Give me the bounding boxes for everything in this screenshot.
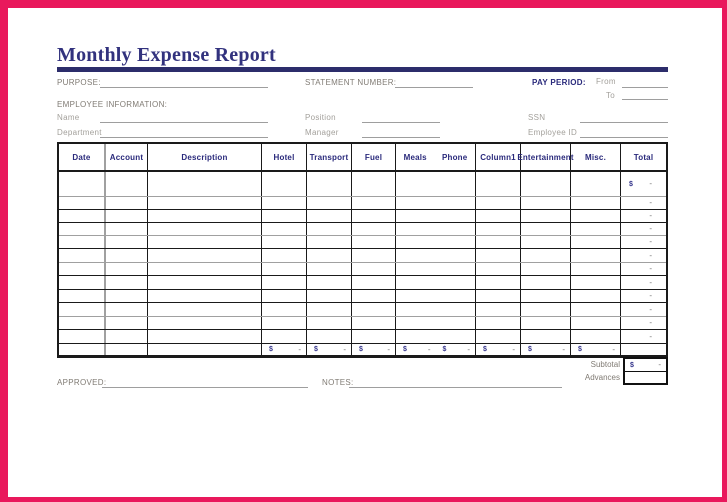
expense-row [59,276,666,290]
purpose-label: PURPOSE: [57,78,101,87]
expense-cell[interactable] [571,223,621,235]
title-underline-bar [57,67,668,72]
pay-period-label: PAY PERIOD: [532,78,586,87]
expense-cell[interactable] [307,249,352,262]
totals-cell[interactable] [59,344,106,355]
expense-cell[interactable] [521,317,571,329]
expense-cell[interactable] [148,210,262,222]
manager-field[interactable] [362,137,440,138]
expense-cell[interactable] [262,290,307,302]
total-cell[interactable]: - [649,318,652,327]
expense-cell[interactable] [396,210,476,222]
total-cell[interactable]: - [649,211,652,220]
ssn-field[interactable] [580,122,668,123]
expense-cell[interactable] [476,172,521,196]
expense-cell[interactable] [59,223,106,235]
employee-id-label: Employee ID [528,128,578,137]
expense-cell[interactable] [148,290,262,302]
pay-period-to-label: To [606,91,616,100]
expense-cell[interactable] [307,276,352,289]
expense-cell[interactable] [262,210,307,222]
summary-box [623,357,668,385]
expense-cell[interactable] [148,249,262,262]
pay-period-to-field[interactable] [622,99,668,100]
expense-cell[interactable] [262,330,307,343]
expense-cell[interactable] [521,263,571,275]
expense-row [59,303,666,317]
totals-cell[interactable]: $ - [352,344,396,355]
expense-cell[interactable] [307,197,352,209]
expense-cell[interactable] [571,172,621,196]
expense-cell[interactable] [476,210,521,222]
ssn-label: SSN [528,113,546,122]
totals-cell[interactable]: $ - $ - [396,344,476,355]
expense-cell[interactable] [307,263,352,275]
expense-cell[interactable] [396,303,476,316]
total-cell[interactable]: - [649,277,652,287]
expense-cell[interactable] [396,236,476,248]
expense-cell[interactable] [571,317,621,329]
expense-cell[interactable] [262,197,307,209]
expense-cell[interactable] [571,290,621,302]
manager-label: Manager [305,128,339,137]
expense-cell[interactable] [262,303,307,316]
column-header-mealsphone: Meals Phone [396,144,476,170]
name-field[interactable] [100,122,268,123]
expense-cell[interactable] [106,197,148,209]
column-header-fuel: Fuel [352,144,396,170]
expense-cell[interactable] [352,317,396,329]
expense-cell[interactable] [571,330,621,343]
expense-cell[interactable] [59,197,106,209]
total-cell[interactable]: - [649,331,652,341]
expense-cell[interactable] [396,249,476,262]
expense-cell[interactable] [307,290,352,302]
expense-cell[interactable] [396,197,476,209]
expense-cell[interactable] [352,197,396,209]
expense-cell[interactable] [352,210,396,222]
total-cell[interactable]: - [649,304,652,314]
expense-cell[interactable] [352,276,396,289]
expense-cell[interactable] [396,263,476,275]
totals-cell[interactable] [148,344,262,355]
approved-label: APPROVED: [57,378,107,387]
employee-id-field[interactable] [580,137,668,138]
total-cell[interactable]: - [649,224,652,233]
page-title: Monthly Expense Report [57,44,276,66]
expense-cell[interactable] [396,172,476,196]
subtotal-currency-symbol: $ [630,361,634,369]
totals-cell[interactable]: $ - [476,344,521,355]
total-cell[interactable]: - [649,264,652,273]
column-header-account: Account [106,144,148,170]
department-label: Department [57,128,102,137]
expense-cell[interactable] [396,330,476,343]
expense-cell[interactable] [521,236,571,248]
expense-cell[interactable] [521,290,571,302]
expense-cell[interactable] [352,290,396,302]
advances-value-cell[interactable] [625,371,666,383]
expense-cell[interactable] [352,263,396,275]
expense-cell[interactable] [106,317,148,329]
expense-cell[interactable] [396,276,476,289]
column-header-description: Description [148,144,262,170]
subtotal-label: Subtotal [590,360,620,369]
total-cell[interactable]: - [649,250,652,260]
column-header-entertainment: Entertainment [521,144,571,170]
expense-cell[interactable] [59,330,106,343]
subtotal-value-cell[interactable] [625,359,666,371]
expense-cell[interactable] [307,330,352,343]
expense-cell[interactable] [571,236,621,248]
totals-cell[interactable] [106,344,148,355]
expense-cell[interactable] [521,210,571,222]
pay-period-from-label: From [596,77,616,86]
expense-cell[interactable] [148,317,262,329]
expense-cell[interactable] [106,263,148,275]
total-cell[interactable]: - [649,291,652,300]
expense-cell[interactable] [262,263,307,275]
expense-cell[interactable] [106,290,148,302]
expense-cell[interactable] [59,210,106,222]
expense-cell[interactable] [396,290,476,302]
expense-cell[interactable] [59,290,106,302]
advances-label: Advances [584,373,620,382]
expense-cell[interactable] [476,223,521,235]
expense-cell[interactable] [307,303,352,316]
expense-cell[interactable] [148,223,262,235]
expense-cell[interactable] [307,317,352,329]
expense-cell[interactable] [148,263,262,275]
approved-field[interactable] [102,387,308,388]
position-field[interactable] [362,122,440,123]
expense-cell[interactable] [521,172,571,196]
expense-cell[interactable] [262,172,307,196]
totals-cell[interactable]: $ - [571,344,621,355]
expense-cell[interactable] [307,223,352,235]
expense-cell[interactable] [262,236,307,248]
expense-cell[interactable] [476,236,521,248]
expense-cell[interactable] [352,236,396,248]
statement-number-field[interactable] [395,87,473,88]
purpose-field[interactable] [100,87,268,88]
expense-table-totals-row [59,344,666,355]
expense-cell[interactable] [59,249,106,262]
totals-cell[interactable] [621,344,666,355]
column-header-date: Date [59,144,106,170]
totals-cell[interactable]: $ - [307,344,352,355]
expense-cell[interactable] [262,249,307,262]
expense-row [59,330,666,344]
expense-cell[interactable] [396,317,476,329]
expense-cell[interactable] [476,197,521,209]
expense-cell[interactable] [148,330,262,343]
total-cell[interactable]: - [649,237,652,246]
expense-cell[interactable] [262,276,307,289]
expense-cell[interactable] [352,303,396,316]
expense-cell[interactable] [148,303,262,316]
expense-cell[interactable] [59,263,106,275]
expense-row [59,223,666,236]
expense-cell[interactable] [106,330,148,343]
total-cell[interactable]: - [649,198,652,207]
column-header-total: Total [633,152,654,162]
column-header-hotel: Hotel [262,144,307,170]
position-label: Position [305,113,336,122]
expense-cell[interactable] [262,317,307,329]
expense-cell[interactable] [352,330,396,343]
employee-info-heading: EMPLOYEE INFORMATION: [57,100,168,109]
expense-row [59,317,666,330]
department-field[interactable] [100,137,268,138]
expense-cell[interactable] [148,197,262,209]
totals-cell[interactable]: $ - [262,344,307,355]
expense-cell[interactable] [148,172,262,196]
expense-cell[interactable] [59,276,106,289]
expense-cell[interactable] [521,276,571,289]
expense-cell[interactable] [106,276,148,289]
expense-cell[interactable] [571,197,621,209]
name-label: Name [57,113,80,122]
expense-cell[interactable] [476,290,521,302]
total-cell[interactable]: $ - [629,179,652,188]
expense-row [59,290,666,303]
expense-cell[interactable] [352,172,396,196]
expense-table-body [59,172,666,344]
expense-row [59,172,666,197]
expense-cell[interactable] [521,330,571,343]
column-header-transport: Transport [307,144,352,170]
subtotal-value: - [658,360,661,369]
expense-cell[interactable] [521,303,571,316]
notes-label: NOTES: [322,378,354,387]
expense-cell[interactable] [476,249,521,262]
expense-cell[interactable] [571,303,621,316]
expense-cell[interactable] [59,317,106,329]
expense-cell[interactable] [571,263,621,275]
expense-cell[interactable] [476,317,521,329]
expense-table [57,142,668,358]
expense-cell[interactable] [106,249,148,262]
statement-number-label: STATEMENT NUMBER: [305,78,397,87]
expense-cell[interactable] [521,197,571,209]
expense-row [59,197,666,210]
expense-cell[interactable] [106,236,148,248]
expense-cell[interactable] [106,303,148,316]
expense-table-header [59,144,666,172]
expense-cell[interactable] [59,172,106,196]
expense-cell[interactable] [476,303,521,316]
expense-cell[interactable] [476,263,521,275]
pay-period-from-field[interactable] [622,87,668,88]
expense-cell[interactable] [352,249,396,262]
expense-cell[interactable] [262,223,307,235]
expense-cell[interactable] [106,223,148,235]
expense-cell[interactable] [59,236,106,248]
expense-cell[interactable] [521,223,571,235]
expense-cell[interactable] [59,303,106,316]
expense-cell[interactable] [396,223,476,235]
column-header-column1: Column1 [476,144,521,170]
expense-cell[interactable] [521,249,571,262]
expense-cell[interactable] [307,210,352,222]
expense-cell[interactable] [106,210,148,222]
expense-cell[interactable] [352,223,396,235]
expense-cell[interactable] [148,276,262,289]
expense-row [59,210,666,223]
expense-cell[interactable] [307,236,352,248]
totals-cell[interactable]: $ - [521,344,571,355]
column-header-misc: Misc. [571,144,621,170]
expense-cell[interactable] [476,276,521,289]
expense-row [59,236,666,249]
expense-cell[interactable] [571,210,621,222]
expense-cell[interactable] [571,249,621,262]
expense-row [59,249,666,263]
expense-cell[interactable] [571,276,621,289]
expense-cell[interactable] [476,330,521,343]
expense-row [59,263,666,276]
notes-field[interactable] [349,387,562,388]
expense-cell[interactable] [307,172,352,196]
expense-cell[interactable] [106,172,148,196]
expense-cell[interactable] [148,236,262,248]
